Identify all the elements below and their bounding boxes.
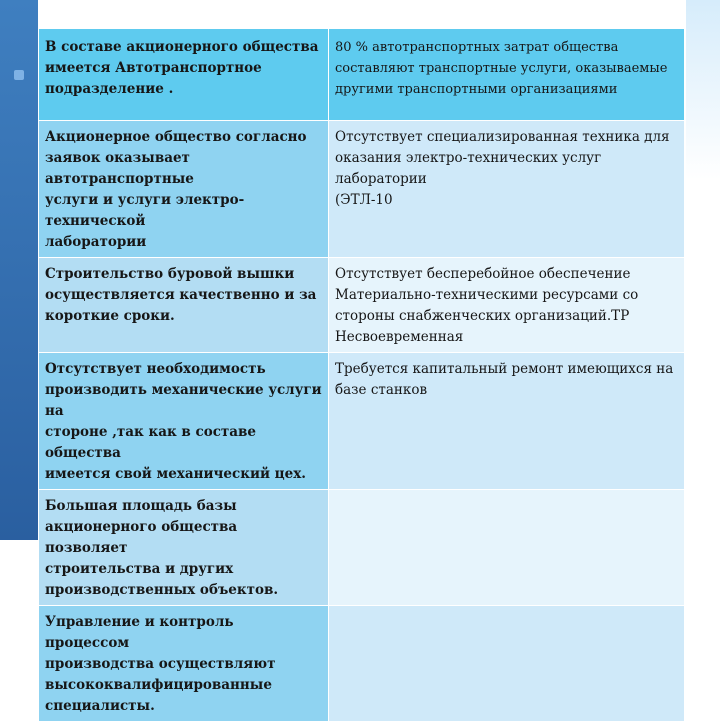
cell-text: Строительство буровой вышки осуществляется качественно и за короткие сроки. xyxy=(45,266,317,324)
cell-text: Требуется капитальный ремонт имеющихся на базе станков xyxy=(335,361,674,398)
header-left-text: В составе акционерного общества имеется Автотранспортное подразделение . xyxy=(45,39,319,97)
table-cell-left xyxy=(39,353,329,490)
cell-text: Отсутствует бесперебойное обеспечение Материально-техническими ресурсами со стороны снабженческих организаций.ТР Несвоевременная xyxy=(335,266,639,345)
table-row xyxy=(39,490,685,606)
table-cell-right xyxy=(329,490,685,606)
table-cell-right xyxy=(329,353,685,490)
cell-text: Большая площадь базы акционерного общества позволяет строительства и других производственных объектов. xyxy=(45,498,279,598)
decorative-corner xyxy=(686,0,720,180)
swot-table xyxy=(38,28,685,722)
decorative-side-stripe xyxy=(0,0,38,540)
cell-text: Отсутствует специализированная техника для оказания электро-технических услуг лаборатории (ЭТЛ-10 xyxy=(335,129,670,208)
header-cell-strengths xyxy=(39,29,329,121)
table-cell-right xyxy=(329,606,685,722)
cell-text: Акционерное общество согласно заявок оказывает автотранспортные услуги и услуги электро-технической лаборатории xyxy=(45,129,307,250)
table-row xyxy=(39,606,685,722)
cell-text: Отсутствует необходимость производить механические услуги на стороне ,так как в составе общества имеется свой механический цех. xyxy=(45,361,322,482)
header-right-text: 80 % автотранспортных затрат общества составляют транспортные услуги, оказываемые другими транспортными организациями xyxy=(335,40,668,97)
table-row xyxy=(39,258,685,353)
table-cell-left xyxy=(39,606,329,722)
table-row xyxy=(39,121,685,258)
header-cell-weaknesses xyxy=(329,29,685,121)
table-cell-right xyxy=(329,121,685,258)
table-cell-left xyxy=(39,121,329,258)
table-cell-left xyxy=(39,490,329,606)
table-cell-left xyxy=(39,258,329,353)
table-cell-right xyxy=(329,258,685,353)
table-row xyxy=(39,353,685,490)
table-header-row xyxy=(39,29,685,121)
cell-text: Управление и контроль процессом производства осуществляют высококвалифицированные специалисты. xyxy=(45,614,276,714)
